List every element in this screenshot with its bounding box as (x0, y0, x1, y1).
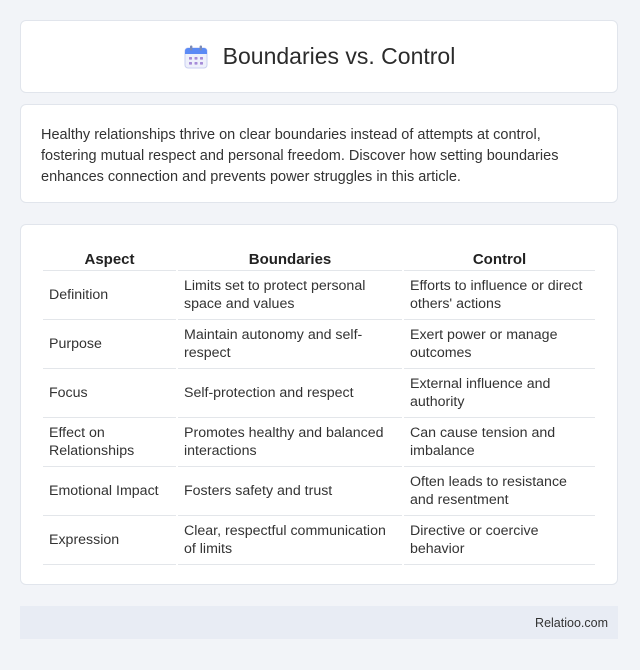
table-cell-boundaries: Self-protection and respect (178, 369, 402, 418)
table-cell-boundaries: Fosters safety and trust (178, 467, 402, 516)
table-cell-control: Can cause tension and imbalance (404, 418, 595, 467)
table-row (43, 418, 595, 467)
table-card (20, 224, 618, 585)
footer (20, 606, 618, 639)
table-row (43, 369, 595, 418)
table-row (43, 271, 595, 320)
calendar-icon (183, 44, 209, 70)
table-cell-boundaries: Clear, respectful communication of limits (178, 516, 402, 565)
table-cell-boundaries: Maintain autonomy and self-respect (178, 320, 402, 369)
table-cell-control: Efforts to influence or direct others' actions (404, 271, 595, 320)
comparison-table (41, 247, 597, 565)
page-title: Boundaries vs. Control (222, 43, 456, 69)
column-header-control: Control (404, 247, 595, 271)
table-row (43, 320, 595, 369)
table-cell-aspect: Definition (43, 271, 176, 320)
table-cell-boundaries: Promotes healthy and balanced interactions (178, 418, 402, 467)
table-cell-control: Directive or coercive behavior (404, 516, 595, 565)
table-cell-aspect: Purpose (43, 320, 176, 369)
intro-card (20, 104, 618, 203)
intro-paragraph: Healthy relationships thrive on clear boundaries instead of attempts at control, fostering mutual respect and personal freedom. Discover how setting boundaries enhances connection and prevents power struggles in this article. (41, 127, 559, 185)
table-cell-aspect: Emotional Impact (43, 467, 176, 516)
table-cell-aspect: Effect on Relationships (43, 418, 176, 467)
column-header-aspect: Aspect (43, 247, 176, 271)
table-cell-control: Often leads to resistance and resentment (404, 467, 595, 516)
title-card (20, 20, 618, 93)
table-row (43, 516, 595, 565)
table-cell-control: Exert power or manage outcomes (404, 320, 595, 369)
footer-brand[interactable]: Relatioo.com (535, 615, 608, 630)
column-header-boundaries: Boundaries (178, 247, 402, 271)
table-header-row (43, 247, 595, 271)
table-cell-control: External influence and authority (404, 369, 595, 418)
table-cell-aspect: Expression (43, 516, 176, 565)
table-cell-boundaries: Limits set to protect personal space and values (178, 271, 402, 320)
table-cell-aspect: Focus (43, 369, 176, 418)
table-row (43, 467, 595, 516)
